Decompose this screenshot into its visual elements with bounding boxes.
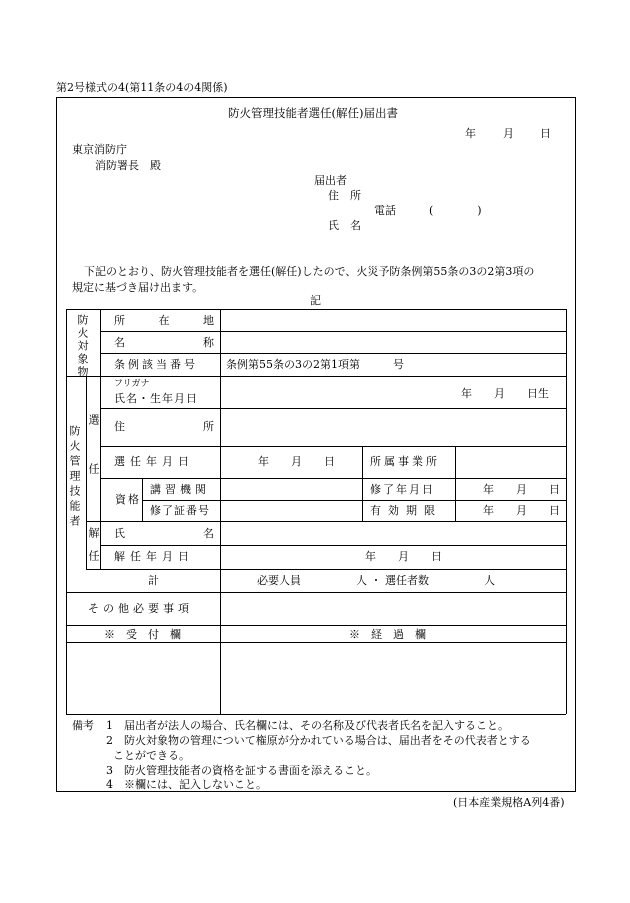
row-office-label: 所属事業所	[370, 455, 440, 468]
body-text-line1: 下記のとおり、防火管理技能者を選任(解任)したので、火災予防条例第55条の3の2第3項の	[84, 265, 535, 278]
completion-date-value: 年 月 日	[483, 483, 560, 496]
ki-heading: 記	[310, 294, 321, 307]
row-completion-label: 修了年月日	[370, 483, 435, 496]
row-validity-label: 有効期限	[370, 504, 442, 517]
note-4: 4 ※欄には、記入しないこと。	[106, 778, 267, 791]
row-total-label: 計	[148, 574, 159, 587]
row-other-label: その他必要事項	[88, 602, 193, 615]
row-name-label: 名 称	[114, 336, 214, 349]
row-total-value: 必要人員 人 ・ 選任者数 人	[257, 574, 495, 587]
section-target-label: 防火対象物	[76, 314, 89, 379]
addressee-chief: 消防署長 殿	[95, 159, 161, 172]
appoint-date-value: 年 月 日	[258, 455, 335, 468]
birth-date-suffix: 年 月 日生	[461, 387, 549, 400]
applicant-phone-label: 電話 ( )	[374, 204, 482, 217]
notes-label: 備考	[72, 719, 94, 732]
note-2-continued: ことができる。	[113, 749, 190, 762]
section-manager-label: 防火管理技能者	[68, 425, 81, 530]
reception-column-label: ※ 受 付 欄	[104, 628, 181, 641]
date-year-label: 年	[465, 127, 476, 140]
applicant-name-label: 氏 名	[328, 219, 361, 232]
note-1: 1 届出者が法人の場合、氏名欄には、その名称及び代表者氏名を記入すること。	[106, 719, 509, 732]
form-label: 第2号様式の4(第11条の4の4関係)	[56, 81, 228, 94]
row-dismiss-name-label: 氏 名	[114, 527, 214, 540]
note-3: 3 防火管理技能者の資格を証する書面を添えること。	[106, 764, 377, 777]
row-name-birth-label: 氏名・生年月日	[114, 392, 198, 405]
addressee-org: 東京消防庁	[72, 143, 127, 156]
row-cert-no-label: 修了証番号	[150, 504, 210, 517]
row-course-label: 講習機関	[150, 483, 210, 496]
date-month-label: 月	[503, 127, 514, 140]
row-location-label: 所 在 地	[114, 314, 214, 327]
note-2: 2 防火対象物の管理について権原が分かれている場合は、届出者をその代表者とする	[106, 734, 531, 747]
date-day-label: 日	[540, 127, 551, 140]
dismiss-date-value: 年 月 日	[365, 550, 442, 563]
validity-date-value: 年 月 日	[483, 504, 560, 517]
furigana-label: フリガナ	[114, 379, 150, 389]
row-qualification-text: 資格	[115, 493, 141, 506]
paper-size-footer: (日本産業規格A列4番)	[453, 796, 565, 809]
applicant-label: 届出者	[314, 174, 347, 187]
row-address-label: 住 所	[114, 420, 214, 433]
row-dismiss-date-label: 解任年月日	[114, 550, 194, 563]
row-ordinance-label: 条例該当番号	[114, 358, 198, 371]
form-frame	[56, 97, 576, 792]
applicant-address-label: 住 所	[328, 189, 361, 202]
section-dismiss-label: 解任	[87, 527, 100, 573]
row-ordinance-value: 条例第55条の3の2第1項第 号	[226, 358, 404, 371]
section-appoint-label: 選任	[87, 414, 100, 512]
progress-column-label: ※ 経 過 欄	[349, 628, 426, 641]
row-appoint-date-label: 選任年月日	[114, 455, 194, 468]
form-title: 防火管理技能者選任(解任)届出書	[228, 106, 398, 120]
body-text-line2: 規定に基づき届け出ます。	[72, 281, 204, 294]
